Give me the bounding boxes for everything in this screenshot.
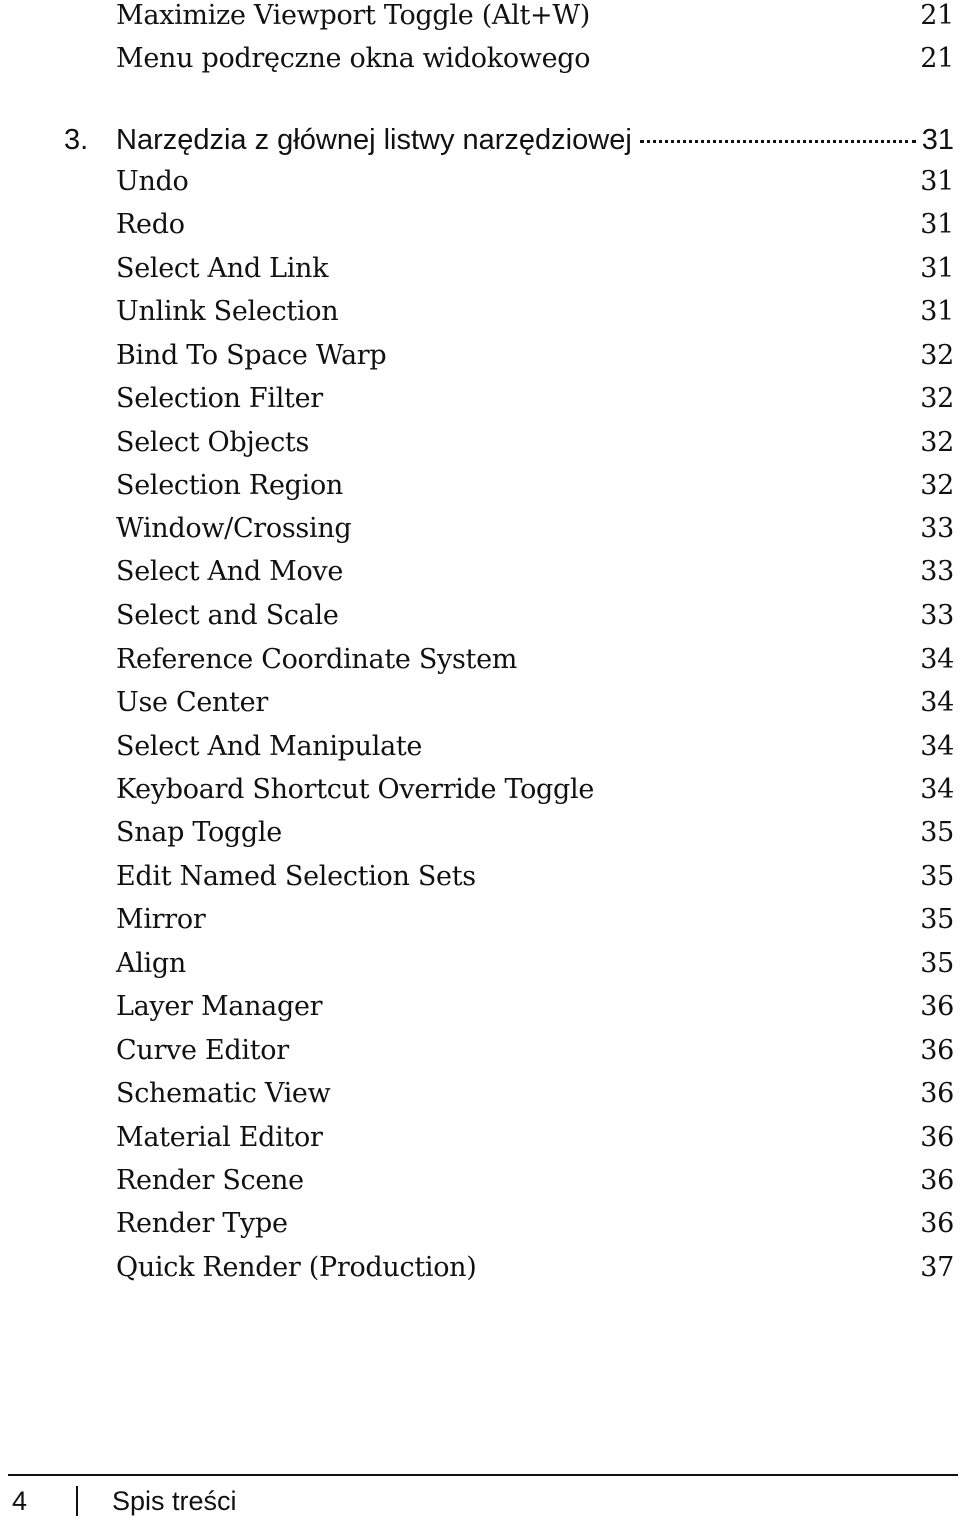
toc-entry[interactable] xyxy=(116,336,954,376)
toc-entry-label: Redo xyxy=(116,209,185,240)
toc-entry-label: Schematic View xyxy=(116,1078,331,1109)
toc-entry-page: 31 xyxy=(920,166,954,197)
footer-divider xyxy=(76,1486,78,1516)
toc-entry[interactable] xyxy=(116,1161,954,1201)
toc-entry[interactable] xyxy=(116,423,954,463)
toc-entry-page: 36 xyxy=(920,1035,954,1066)
toc-entry-label: Layer Manager xyxy=(116,991,323,1022)
toc-entry-label: Render Type xyxy=(116,1208,288,1239)
toc-entry-page: 31 xyxy=(920,296,954,327)
toc-entry-label: Bind To Space Warp xyxy=(116,340,387,371)
toc-entry-label: Keyboard Shortcut Override Toggle xyxy=(116,774,595,805)
toc-entry-label: Edit Named Selection Sets xyxy=(116,861,476,892)
toc-entry-label: Reference Coordinate System xyxy=(116,644,518,675)
toc-entry-page: 34 xyxy=(920,731,954,762)
toc-entry[interactable] xyxy=(116,1118,954,1158)
toc-entry[interactable] xyxy=(116,944,954,984)
toc-entry-page: 21 xyxy=(920,0,954,31)
toc-entry-label: Selection Filter xyxy=(116,383,323,414)
toc-entry-label: Unlink Selection xyxy=(116,296,339,327)
toc-entry[interactable] xyxy=(116,1074,954,1114)
toc-entry[interactable] xyxy=(116,509,954,549)
toc-entry-page: 33 xyxy=(920,513,954,544)
page-footer xyxy=(12,1484,237,1518)
toc-entry-page: 32 xyxy=(920,383,954,414)
toc-entry-page: 32 xyxy=(920,470,954,501)
toc-entry[interactable] xyxy=(116,39,954,79)
toc-entry-page: 31 xyxy=(920,209,954,240)
chapter-heading[interactable] xyxy=(0,118,954,162)
footer-page-number: 4 xyxy=(12,1485,28,1516)
toc-entry-label: Curve Editor xyxy=(116,1035,289,1066)
toc-entry-page: 36 xyxy=(920,991,954,1022)
toc-entry-label: Use Center xyxy=(116,687,268,718)
toc-entry-page: 34 xyxy=(920,644,954,675)
toc-entry-label: Window/Crossing xyxy=(116,513,352,544)
toc-entry-label: Maximize Viewport Toggle (Alt+W) xyxy=(116,0,591,31)
toc-entry-page: 32 xyxy=(920,427,954,458)
toc-entry-label: Select And Manipulate xyxy=(116,731,423,762)
toc-entry-label: Select Objects xyxy=(116,427,310,458)
toc-entry-page: 21 xyxy=(920,43,954,74)
toc-entry-label: Render Scene xyxy=(116,1165,304,1196)
toc-entry-page: 31 xyxy=(920,253,954,284)
toc-entry-page: 34 xyxy=(920,774,954,805)
toc-entry-label: Mirror xyxy=(116,904,206,935)
toc-entry-label: Quick Render (Production) xyxy=(116,1252,477,1283)
toc-entry-page: 35 xyxy=(920,948,954,979)
toc-entry-label: Align xyxy=(116,948,186,979)
toc-entry[interactable] xyxy=(116,813,954,853)
toc-entry[interactable] xyxy=(116,640,954,680)
toc-entry-page: 33 xyxy=(920,600,954,631)
toc-entry-label: Undo xyxy=(116,166,189,197)
toc-entry[interactable] xyxy=(116,0,954,36)
toc-entry-page: 37 xyxy=(920,1252,954,1283)
toc-entry[interactable] xyxy=(116,1248,954,1288)
toc-entry[interactable] xyxy=(116,552,954,592)
toc-entry-page: 32 xyxy=(920,340,954,371)
toc-entry-page: 36 xyxy=(920,1078,954,1109)
toc-entry[interactable] xyxy=(116,162,954,202)
toc-entry[interactable] xyxy=(116,857,954,897)
toc-entry-label: Menu podręczne okna widokowego xyxy=(116,43,591,74)
toc-entry-page: 36 xyxy=(920,1208,954,1239)
toc-entry-label: Select and Scale xyxy=(116,600,339,631)
toc-entry-page: 35 xyxy=(920,861,954,892)
chapter-number: 3. xyxy=(64,124,89,156)
toc-entry[interactable] xyxy=(116,770,954,810)
chapter-title: Narzędzia z głównej listwy narzędziowej xyxy=(116,124,632,156)
toc-entry[interactable] xyxy=(116,249,954,289)
toc-entry-page: 36 xyxy=(920,1122,954,1153)
dot-leader xyxy=(640,140,916,143)
chapter-page: 31 xyxy=(921,124,954,156)
toc-entry[interactable] xyxy=(116,683,954,723)
toc-entry-label: Material Editor xyxy=(116,1122,323,1153)
toc-entry-page: 36 xyxy=(920,1165,954,1196)
footer-rule xyxy=(8,1474,958,1476)
toc-entry[interactable] xyxy=(116,379,954,419)
toc-entry[interactable] xyxy=(116,987,954,1027)
toc-entry[interactable] xyxy=(116,1031,954,1071)
toc-entry-label: Snap Toggle xyxy=(116,817,282,848)
toc-entry-page: 34 xyxy=(920,687,954,718)
toc-entry-label: Select And Link xyxy=(116,253,329,284)
toc-entry-page: 33 xyxy=(920,556,954,587)
toc-entry[interactable] xyxy=(116,596,954,636)
toc-entry-label: Select And Move xyxy=(116,556,344,587)
toc-entry-page: 35 xyxy=(920,904,954,935)
toc-entry-page: 35 xyxy=(920,817,954,848)
toc-entry[interactable] xyxy=(116,727,954,767)
toc-entry[interactable] xyxy=(116,1204,954,1244)
toc-entry[interactable] xyxy=(116,205,954,245)
toc-entry[interactable] xyxy=(116,466,954,506)
toc-entry[interactable] xyxy=(116,292,954,332)
toc-entry[interactable] xyxy=(116,900,954,940)
toc-entry-label: Selection Region xyxy=(116,470,343,501)
footer-section-title: Spis treści xyxy=(112,1485,237,1516)
